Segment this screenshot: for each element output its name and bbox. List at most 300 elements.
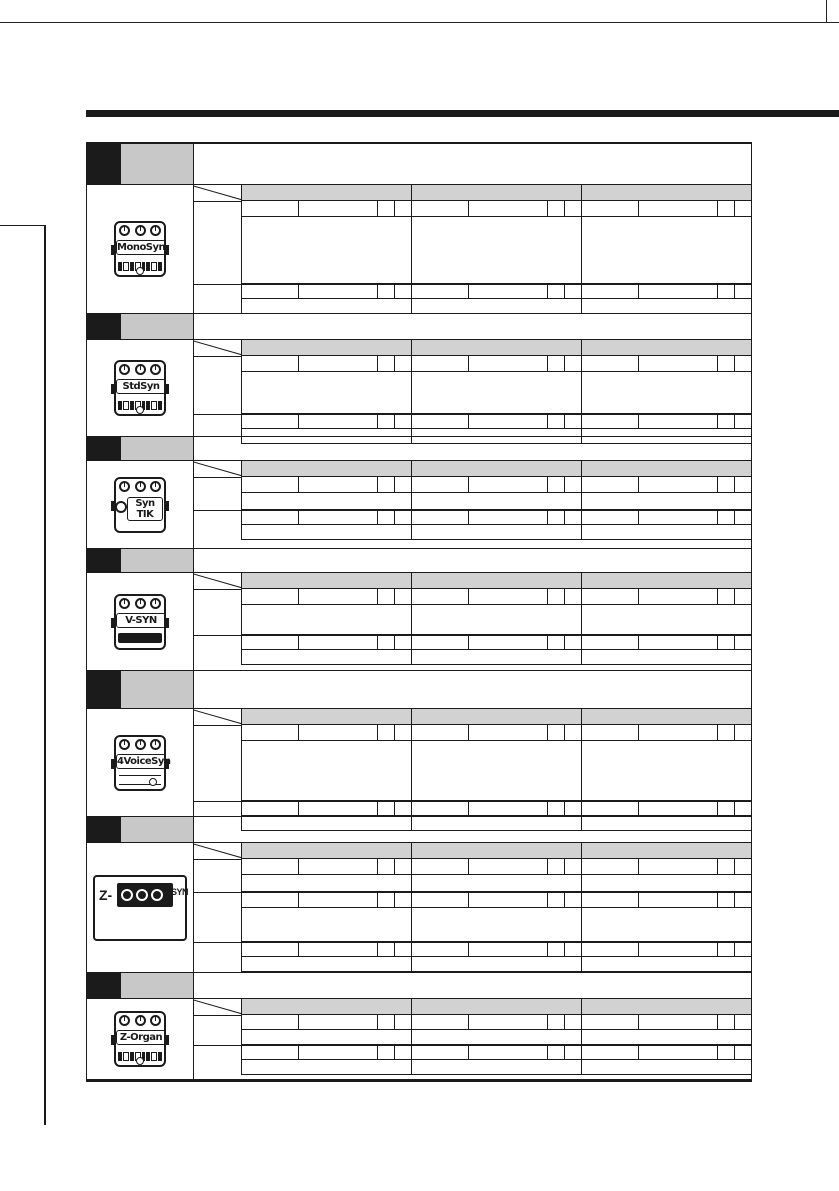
parameter-cell: [639, 201, 718, 217]
parameter-cell: [395, 942, 412, 957]
parameter-cell: [718, 801, 735, 816]
parameter-cell: [378, 414, 395, 429]
parameter-cell: [378, 1015, 395, 1030]
parameter-note-cell: [412, 875, 582, 892]
parameter-cell: [412, 725, 469, 741]
knob-icon: [119, 739, 130, 750]
parameter-note-cell: [582, 1060, 752, 1075]
parameter-cell: [639, 589, 718, 605]
parameter-cell: [582, 356, 639, 372]
parameter-cell: [718, 477, 735, 493]
effect-section: [87, 671, 751, 817]
effect-section: [87, 144, 751, 314]
parameter-cell: [242, 1015, 299, 1030]
group-header: [412, 461, 582, 477]
parameter-cell: [735, 510, 752, 525]
top-rule-end: [826, 0, 827, 23]
parameter-cell: [565, 201, 582, 217]
parameter-note-cell: [582, 741, 752, 801]
parameter-note-cell: [412, 299, 582, 314]
parameter-note-cell: [412, 217, 582, 284]
parameter-cell: [469, 284, 548, 299]
parameter-cell: [565, 477, 582, 493]
parameter-cell: [242, 635, 299, 650]
knob-icon: [119, 364, 130, 375]
parameter-cell: [412, 859, 469, 875]
parameter-note-cell: [412, 1030, 582, 1045]
parameter-cell: [639, 1045, 718, 1060]
parameter-cell: [378, 477, 395, 493]
parameter-cell: [412, 892, 469, 908]
parameter-cell: [582, 589, 639, 605]
group-header: [582, 461, 752, 477]
parameter-cell: [242, 859, 299, 875]
group-header: [412, 185, 582, 201]
parameter-cell: [735, 725, 752, 741]
parameter-cell: [718, 892, 735, 908]
parameter-cell: [469, 942, 548, 957]
knob-icon: [119, 1015, 130, 1026]
parameter-grid: [194, 573, 751, 670]
parameter-note-cell: [242, 650, 412, 665]
parameter-cell: [548, 892, 565, 908]
parameter-cell: [735, 635, 752, 650]
pedal-label: V-SYN: [116, 613, 166, 628]
parameter-grid: [194, 709, 751, 816]
parameter-note-cell: [582, 605, 752, 635]
parameter-cell: [299, 635, 378, 650]
parameter-cell: [299, 284, 378, 299]
parameter-cell: [469, 859, 548, 875]
parameter-grid: [194, 340, 751, 436]
section-icon-cell: [87, 185, 194, 313]
section-number-block: [87, 549, 121, 572]
section-header: [87, 549, 751, 573]
parameter-cell: [395, 414, 412, 429]
knob-icon: [135, 739, 146, 750]
parameter-cell: [378, 510, 395, 525]
section-icon-cell: [87, 843, 194, 972]
parameter-cell: [412, 635, 469, 650]
parameter-note-cell: [242, 741, 412, 801]
parameter-grid: [194, 999, 751, 1079]
parameter-cell: [412, 201, 469, 217]
knob-row: [119, 481, 161, 492]
parameter-cell: [565, 635, 582, 650]
knob-icon: [150, 739, 161, 750]
group-header: [582, 573, 752, 589]
parameter-cell: [718, 1045, 735, 1060]
parameter-cell: [582, 801, 639, 816]
parameter-cell: [469, 801, 548, 816]
pedal-icon-z-organ: [111, 1011, 169, 1067]
parameter-cell: [565, 1045, 582, 1060]
parameter-cell: [565, 510, 582, 525]
parameter-cell: [582, 477, 639, 493]
parameter-cell: [548, 284, 565, 299]
parameter-cell: [469, 201, 548, 217]
pedal-icon-z-syn: Z- SYN: [93, 875, 187, 941]
parameter-cell: [718, 589, 735, 605]
parameter-cell: [735, 201, 752, 217]
parameter-cell: [639, 801, 718, 816]
row-label: [194, 356, 242, 414]
pedal-icon-4voicesyn: [111, 735, 169, 791]
parameter-note-cell: [242, 372, 412, 414]
section-number-block: [87, 144, 121, 184]
parameter-cell: [378, 635, 395, 650]
diagonal-corner: [194, 573, 242, 589]
group-header: [242, 843, 412, 859]
parameter-cell: [718, 725, 735, 741]
parameter-cell: [299, 801, 378, 816]
parameter-note-cell: [582, 908, 752, 942]
parameter-cell: [242, 477, 299, 493]
parameter-cell: [718, 201, 735, 217]
section-name: [121, 437, 194, 460]
group-header: [242, 185, 412, 201]
parameter-cell: [412, 589, 469, 605]
parameter-note-cell: [582, 957, 752, 972]
diagonal-corner: [194, 843, 242, 859]
section-name: [121, 549, 194, 572]
parameter-cell: [469, 725, 548, 741]
parameter-cell: [469, 892, 548, 908]
parameter-cell: [639, 635, 718, 650]
group-header: [242, 999, 412, 1015]
parameter-grid: [194, 185, 751, 313]
parameter-cell: [242, 801, 299, 816]
parameter-cell: [582, 859, 639, 875]
parameter-cell: [299, 356, 378, 372]
knob-row: [119, 739, 161, 750]
knob-icon: [150, 364, 161, 375]
group-header: [582, 709, 752, 725]
parameter-cell: [548, 725, 565, 741]
parameter-cell: [412, 477, 469, 493]
row-label: [194, 201, 242, 284]
parameter-cell: [378, 859, 395, 875]
parameter-note-cell: [582, 875, 752, 892]
parameter-cell: [378, 725, 395, 741]
knob-icon: [119, 598, 130, 609]
parameter-cell: [412, 284, 469, 299]
knob-icon: [150, 598, 161, 609]
pedal-icon-v-syn: [111, 594, 169, 650]
group-header: [412, 573, 582, 589]
parameter-cell: [395, 477, 412, 493]
parameter-cell: [412, 1015, 469, 1030]
section-header: [87, 144, 751, 185]
parameter-cell: [718, 510, 735, 525]
footswitch-icon: [136, 406, 144, 414]
parameter-cell: [378, 801, 395, 816]
parameter-cell: [412, 801, 469, 816]
group-header: [412, 709, 582, 725]
parameter-cell: [639, 414, 718, 429]
group-header: [242, 709, 412, 725]
knob-icon: [136, 889, 148, 901]
parameter-cell: [548, 942, 565, 957]
pedal-icon-monosyn: [111, 221, 169, 277]
footswitch-icon: [136, 267, 144, 275]
parameter-cell: [735, 414, 752, 429]
parameter-note-cell: [412, 605, 582, 635]
section-header: [87, 671, 751, 709]
parameter-cell: [639, 859, 718, 875]
group-header: [242, 573, 412, 589]
parameter-cell: [548, 1045, 565, 1060]
parameter-note-cell: [242, 217, 412, 284]
knob-row: [119, 225, 161, 236]
parameter-cell: [548, 859, 565, 875]
parameter-cell: [242, 284, 299, 299]
pedal-label: Syn TIK: [127, 497, 163, 521]
parameter-cell: [299, 414, 378, 429]
parameter-note-cell: [412, 493, 582, 510]
row-label: [194, 892, 242, 942]
parameter-cell: [299, 201, 378, 217]
parameter-cell: [718, 859, 735, 875]
parameter-note-cell: [412, 525, 582, 540]
parameter-cell: [299, 942, 378, 957]
section-name: [121, 817, 194, 842]
section-header: [87, 314, 751, 340]
diagonal-corner: [194, 185, 242, 201]
parameter-note-cell: [242, 493, 412, 510]
diagonal-corner: [194, 461, 242, 477]
section-header: [87, 817, 751, 843]
parameter-note-cell: [242, 908, 412, 942]
parameter-cell: [412, 1045, 469, 1060]
section-number-block: [87, 437, 121, 460]
section-description: [197, 671, 747, 708]
section-number-block: [87, 973, 121, 998]
section-description: [197, 973, 747, 998]
group-header: [242, 461, 412, 477]
parameter-cell: [469, 589, 548, 605]
parameter-cell: [548, 414, 565, 429]
knob-icon: [135, 481, 146, 492]
parameter-cell: [378, 284, 395, 299]
parameter-cell: [565, 859, 582, 875]
parameter-cell: [718, 1015, 735, 1030]
side-tick: [0, 225, 46, 226]
parameter-cell: [582, 1015, 639, 1030]
parameter-cell: [735, 589, 752, 605]
parameter-cell: [395, 859, 412, 875]
parameter-cell: [565, 892, 582, 908]
parameter-cell: [735, 859, 752, 875]
section-number-block: [87, 817, 121, 842]
row-label: [194, 635, 242, 665]
pedal-label: MonoSyn: [117, 242, 166, 253]
parameter-cell: [565, 1015, 582, 1030]
group-header: [582, 999, 752, 1015]
parameter-grid: [194, 461, 751, 548]
parameter-note-cell: [582, 299, 752, 314]
effect-section: [87, 549, 751, 671]
parameter-cell: [735, 1045, 752, 1060]
section-icon-cell: [87, 573, 194, 670]
parameter-note-cell: [242, 957, 412, 972]
row-label: [194, 284, 242, 314]
parameter-note-cell: [412, 741, 582, 801]
section-icon-cell: [87, 461, 194, 548]
knob-icon: [119, 481, 130, 492]
section-description: [197, 549, 747, 572]
parameter-cell: [378, 942, 395, 957]
parameter-cell: [395, 589, 412, 605]
parameter-cell: [735, 356, 752, 372]
display-bar-icon: [118, 633, 162, 643]
parameter-cell: [395, 284, 412, 299]
knob-icon: [150, 481, 161, 492]
parameter-note-cell: [582, 217, 752, 284]
parameter-cell: [718, 284, 735, 299]
knob-row: [119, 364, 161, 375]
parameter-cell: [582, 892, 639, 908]
group-header: [412, 340, 582, 356]
top-rule: [0, 22, 839, 23]
section-description: [197, 314, 747, 339]
parameter-note-cell: [412, 908, 582, 942]
knob-icon: [135, 364, 146, 375]
parameter-cell: [242, 589, 299, 605]
parameter-cell: [469, 414, 548, 429]
parameter-note-cell: [412, 372, 582, 414]
parameter-cell: [242, 201, 299, 217]
section-number-block: [87, 314, 121, 339]
parameter-cell: [735, 477, 752, 493]
parameter-cell: [299, 1045, 378, 1060]
group-header: [582, 843, 752, 859]
effect-section: [87, 437, 751, 549]
knob-row: [119, 1015, 161, 1026]
knob-icon: [119, 225, 130, 236]
parameter-cell: [299, 725, 378, 741]
parameter-cell: [639, 725, 718, 741]
effect-parameter-table: [86, 142, 752, 1082]
parameter-cell: [548, 510, 565, 525]
parameter-cell: [582, 284, 639, 299]
parameter-cell: [412, 510, 469, 525]
footswitch-icon: [149, 778, 157, 786]
row-label: [194, 859, 242, 892]
parameter-cell: [735, 942, 752, 957]
parameter-cell: [378, 201, 395, 217]
section-description: [197, 437, 747, 460]
section-description: [197, 817, 747, 842]
parameter-cell: [395, 510, 412, 525]
parameter-cell: [718, 635, 735, 650]
effect-section: [87, 314, 751, 437]
slot-row: [101, 914, 179, 934]
parameter-cell: [378, 1045, 395, 1060]
knob-icon: [135, 598, 146, 609]
parameter-cell: [639, 477, 718, 493]
knob-icon: [151, 889, 163, 901]
page-header-bar: [86, 110, 839, 117]
parameter-cell: [395, 635, 412, 650]
parameter-cell: [565, 284, 582, 299]
parameter-note-cell: [412, 957, 582, 972]
parameter-cell: [469, 1045, 548, 1060]
parameter-cell: [639, 892, 718, 908]
row-label: [194, 510, 242, 540]
row-label: [194, 1015, 242, 1045]
swirl-icon: [115, 501, 127, 513]
parameter-cell: [582, 635, 639, 650]
parameter-cell: [582, 1045, 639, 1060]
section-icon-cell: [87, 999, 194, 1079]
parameter-cell: [565, 589, 582, 605]
parameter-cell: [718, 942, 735, 957]
section-icon-cell: [87, 340, 194, 436]
section-number-block: [87, 671, 121, 708]
parameter-cell: [412, 414, 469, 429]
section-description: [197, 144, 747, 184]
row-label: [194, 942, 242, 972]
parameter-note-cell: [242, 1060, 412, 1075]
knob-icon: [135, 225, 146, 236]
parameter-cell: [565, 725, 582, 741]
parameter-cell: [242, 892, 299, 908]
group-header: [582, 185, 752, 201]
group-header: [582, 340, 752, 356]
pedal-label: StdSyn: [116, 379, 166, 394]
section-name: [121, 671, 194, 708]
parameter-cell: [582, 510, 639, 525]
knob-icon: [135, 1015, 146, 1026]
parameter-note-cell: [412, 1060, 582, 1075]
parameter-cell: [412, 356, 469, 372]
parameter-note-cell: [242, 875, 412, 892]
parameter-note-cell: [582, 650, 752, 665]
section-name: [121, 144, 194, 184]
parameter-cell: [242, 356, 299, 372]
row-label: [194, 589, 242, 635]
row-label: [194, 725, 242, 801]
parameter-cell: [242, 1045, 299, 1060]
parameter-grid: [194, 843, 751, 972]
group-header: [412, 843, 582, 859]
parameter-note-cell: [582, 1030, 752, 1045]
pedal-icon-stdsyn: [111, 360, 169, 416]
parameter-cell: [639, 510, 718, 525]
pedal-label: Z-Organ: [116, 1030, 166, 1045]
parameter-cell: [469, 635, 548, 650]
parameter-cell: [565, 356, 582, 372]
parameter-cell: [395, 356, 412, 372]
parameter-cell: [299, 477, 378, 493]
effect-section: [87, 817, 751, 973]
diagonal-corner: [194, 709, 242, 725]
parameter-cell: [548, 801, 565, 816]
parameter-cell: [395, 801, 412, 816]
parameter-cell: [469, 510, 548, 525]
parameter-cell: [639, 942, 718, 957]
section-header: [87, 437, 751, 461]
parameter-cell: [242, 942, 299, 957]
footswitch-icon: [136, 1057, 144, 1065]
parameter-cell: [565, 942, 582, 957]
knob-icon: [150, 225, 161, 236]
parameter-cell: [299, 1015, 378, 1030]
parameter-cell: [299, 859, 378, 875]
parameter-cell: [718, 414, 735, 429]
parameter-cell: [639, 284, 718, 299]
